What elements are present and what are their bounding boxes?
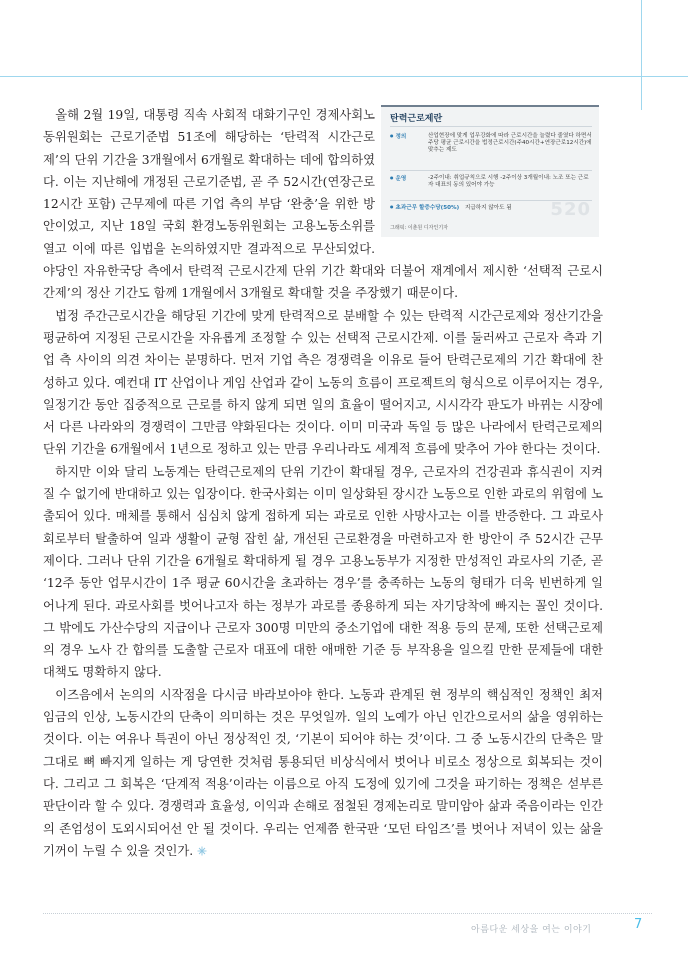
top-vertical-rule — [641, 0, 642, 110]
top-rule — [0, 76, 688, 77]
paragraph-4 — [43, 684, 603, 862]
paragraph-4-text: 이즈음에서 논의의 시작점을 다시금 바라보아야 한다. 노동과 관계된 현 정부의 핵심적인 정책인 최저임금의 인상, 노동시간의 단축이 의미하는 것은 무엇일까. 일의 노예가 아닌 인간으로서의 삶을 영위하는 것이다. 이는 여유나 특권이 아닌 정상적인 것, ‘기본이 되어야 하는 것’이다. 그 중 노동시간의 단축은 말 그대로 뼈 빠지게 일하는 게 당연한 것처럼 통용되던 비상식에서 벗어나 비로소 정상으로 회복되는 것이다. 그리고 그 회복은 ‘단계적 적용’이라는 이름으로 아직 도정에 있기에 그것을 파기하는 정책은 섣부른 판단이라 할 수 있다. 경쟁력과 효율성, 이익과 손해로 점철된 경제논리로 말미암아 삶과 죽음이라는 인간의 존엄성이 도외시되어선 안 될 것이다. 우리는 언제쯤 한국판 ‘모던 타임즈’를 벗어나 저녁이 있는 삶을 기꺼이 누릴 수 있을 것인가. — [43, 687, 603, 858]
info-box-watermark: 520 — [550, 199, 591, 220]
info-box-title: 탄력근로제란 — [390, 114, 443, 124]
paragraph-3: 하지만 이와 달리 노동계는 탄력근로제의 단위 기간이 확대될 경우, 근로자의 건강권과 휴식권이 지켜질 수 없기에 반대하고 있는 입장이다. 한국사회는 이미 일상화된 장시간 노동으로 인한 과로의 위험에 노출되어 있다. 매체를 통해서 심심치 않게 접하게 되는 과로로 인한 사망사고는 이를 반증한다. 그 과로사회로부터 탈출하여 일과 생활이 균형 잡힌 삶, 개선된 근로환경을 마련하고자 한 방안이 주 52시간 근무제이다. 그러나 단위 기간을 6개월로 확대하게 될 경우 고용노동부가 지정한 만성적인 과로사의 기준, 곧 ‘12주 동안 업무시간이 1주 평균 60시간을 초과하는 경우’를 충족하는 노동의 형태가 더욱 빈번하게 일어나게 된다. 과로사회를 벗어나고자 하는 정부가 과로를 종용하게 되는 자기당착에 빠지는 꼴인 것이다. 그 밖에도 가산수당의 지급이나 근로자 300명 미만의 중소기업에 대한 적용 등의 문제, 또한 선택근로제의 경우 노사 간 합의를 도출할 근로자 대표에 대한 애매한 기준 등 부작용을 일으킬 만한 문제들에 대한 대책도 명확하지 않다. — [43, 464, 603, 680]
info-box-text: -2주이내: 취업규칙으로 시행 -2주이상 3개월이내: 노조 또는 근로자 대표의 동의 있어야 가능 — [428, 175, 589, 188]
paragraph-2: 법정 주간근로시간을 해당된 기간에 맞게 탄력적으로 분배할 수 있는 탄력적 시간근로제와 정산기간을 평균하여 지정된 근로시간을 자유롭게 조정할 수 있는 선택적 근로시간제. 이를 둘러싸고 근로자 측과 기업 측 사이의 의견 차이는 분명하다. 먼저 기업 측은 경쟁력을 이유로 들어 탄력근로제의 기간 확대에 찬성하고 있다. 예컨대 IT 산업이나 게임 산업과 같이 노동의 흐름이 프로젝트의 형식으로 이루어지는 경우, 일정기간 동안 집중적으로 근로를 하지 않게 되면 일의 효율이 떨어지고, 시시각각 판도가 바뀌는 시장에서 다른 나라와의 경쟁력이 그만큼 약화된다는 것이다. 이미 미국과 독일 등 많은 나라에서 탄력근로제의 단위 기간을 6개월에서 1년으로 정하고 있는 만큼 우리나라도 세계적 흐름에 맞추어 가야 한다는 것이다. — [43, 308, 603, 457]
info-box-label: ● 초과근무 할증수당(50%) — [390, 205, 459, 211]
info-box-text: 산업현장에 맞게 업무강화에 따라 근로시간을 늘렸다 줄였다 하면서 주당 평균 근로시간을 법정근로시간(주40시간+연장근로12시간)에 맞추는 제도 — [428, 133, 592, 153]
info-box-label: ● 정의 — [390, 133, 406, 141]
info-box-text: 지급하지 않아도 됨 — [464, 205, 512, 211]
sparkle-end-icon — [197, 846, 207, 856]
info-box-label: ● 운영 — [390, 175, 406, 183]
info-box-credit: 그래픽: 이춘원 디자인기자 — [390, 225, 448, 231]
info-box-spacer — [375, 104, 603, 253]
paragraph-1: 올해 2월 19일, 대통령 직속 사회적 대화기구인 경제사회노동위원회는 근로기준법 51조에 해당하는 ‘탄력적 시간근로제’의 단위 기간을 3개월에서 6개월로 확대하는 데에 합의하였다. 이는 지난해에 개정된 근로기준법, 곧 주 52시간(연장근로 12시간 포함) 근무제에 따른 기업 측의 부담 ‘완충’을 위한 방안이었고, 지난 18일 국회 환경노동위원회는 고용노동소위를 열고 이에 따른 입법을 논의하였지만 결과적으로 무산되었다. 야당인 자유한국당 측에서 탄력적 근로시간제 단위 기간 확대와 더불어 재계에서 제시한 ‘선택적 근로시간제’의 정산 기간도 함께 1개월에서 3개월로 확대할 것을 주장했기 때문이다. — [43, 108, 603, 301]
article-body — [43, 104, 603, 862]
page-number: 7 — [634, 917, 643, 932]
footer-title: 아름다운 세상을 여는 이야기 — [471, 925, 592, 935]
footer-divider — [43, 913, 652, 914]
